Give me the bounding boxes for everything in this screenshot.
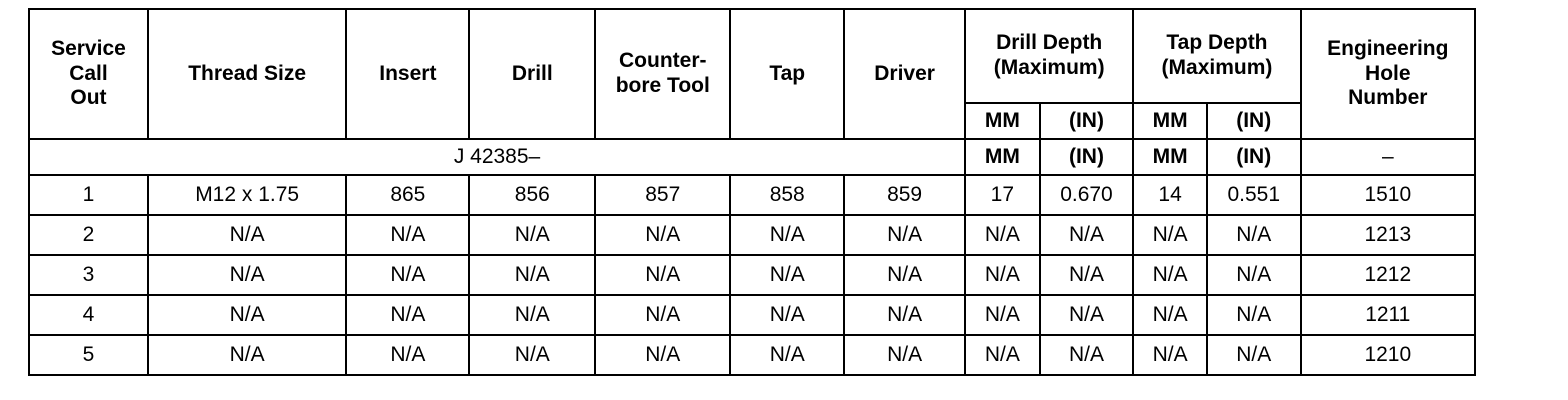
cell-thread-size: N/A xyxy=(148,335,347,375)
tap-depth-in-unit: (IN) xyxy=(1207,139,1301,175)
cell-drill-depth-mm: 17 xyxy=(965,175,1040,215)
column-header-insert xyxy=(346,9,469,139)
cell-service-call-out: 3 xyxy=(29,255,148,295)
cell-drill-depth-in: 0.670 xyxy=(1040,175,1134,215)
cell-driver: N/A xyxy=(844,215,965,255)
cell-tap: N/A xyxy=(730,215,844,255)
cell-drill-depth-mm: N/A xyxy=(965,295,1040,335)
column-header-service-call-out xyxy=(29,9,148,139)
cell-counterbore-tool: 857 xyxy=(595,175,730,215)
cell-driver: 859 xyxy=(844,175,965,215)
cell-insert: N/A xyxy=(346,335,469,375)
header-line: Number xyxy=(1348,86,1428,110)
cell-counterbore-tool: N/A xyxy=(595,295,730,335)
header-line: Engineering xyxy=(1327,36,1449,60)
cell-drill: N/A xyxy=(469,295,595,335)
thread-repair-spec-table xyxy=(28,8,1476,376)
cell-tap: N/A xyxy=(730,335,844,375)
column-header-driver xyxy=(844,9,965,139)
tool-number-prefix: J 42385– xyxy=(29,139,965,175)
column-header-counterbore-tool xyxy=(595,9,730,139)
cell-thread-size: N/A xyxy=(148,295,347,335)
header-line: Call xyxy=(69,61,108,85)
header-line: Drill Depth xyxy=(996,31,1103,55)
cell-engineering-hole-number: 1210 xyxy=(1301,335,1475,375)
subheader-tap-depth-mm: MM xyxy=(1133,103,1207,139)
header-line: (Maximum) xyxy=(1161,56,1273,79)
header-line: bore Tool xyxy=(615,74,710,97)
cell-counterbore-tool: N/A xyxy=(595,335,730,375)
cell-drill: N/A xyxy=(469,215,595,255)
cell-tap-depth-in: N/A xyxy=(1207,215,1301,255)
header-line: Driver xyxy=(874,61,935,85)
cell-engineering-hole-number: 1212 xyxy=(1301,255,1475,295)
column-header-engineering-hole-number xyxy=(1301,9,1475,139)
cell-drill-depth-in: N/A xyxy=(1040,335,1134,375)
cell-drill: N/A xyxy=(469,255,595,295)
cell-counterbore-tool: N/A xyxy=(595,215,730,255)
cell-drill-depth-in: N/A xyxy=(1040,255,1134,295)
table-row xyxy=(29,215,1475,255)
cell-thread-size: M12 x 1.75 xyxy=(148,175,347,215)
cell-service-call-out: 2 xyxy=(29,215,148,255)
table-row xyxy=(29,295,1475,335)
cell-drill-depth-mm: N/A xyxy=(965,255,1040,295)
cell-drill-depth-in: N/A xyxy=(1040,295,1134,335)
cell-tap-depth-mm: N/A xyxy=(1133,215,1207,255)
header-line: Tap Depth xyxy=(1166,31,1268,55)
subheader-drill-depth-mm: MM xyxy=(965,103,1040,139)
cell-tap: 858 xyxy=(730,175,844,215)
cell-engineering-hole-number: 1211 xyxy=(1301,295,1475,335)
column-header-tap-depth xyxy=(1133,9,1300,103)
table-body xyxy=(29,139,1475,375)
header-line: Service xyxy=(51,36,126,60)
cell-drill: N/A xyxy=(469,335,595,375)
column-header-tap xyxy=(730,9,844,139)
cell-thread-size: N/A xyxy=(148,255,347,295)
cell-drill-depth-mm: N/A xyxy=(965,335,1040,375)
table-row xyxy=(29,255,1475,295)
drill-depth-mm-unit: MM xyxy=(965,139,1040,175)
header-line: Counter- xyxy=(619,49,707,73)
header-line: Out xyxy=(70,86,107,110)
table-row xyxy=(29,175,1475,215)
tap-depth-mm-unit: MM xyxy=(1133,139,1207,175)
cell-drill-depth-in: N/A xyxy=(1040,215,1134,255)
cell-service-call-out: 5 xyxy=(29,335,148,375)
cell-insert: 865 xyxy=(346,175,469,215)
cell-driver: N/A xyxy=(844,335,965,375)
header-line: (Maximum) xyxy=(993,56,1105,79)
header-line: Drill xyxy=(511,61,553,85)
cell-driver: N/A xyxy=(844,255,965,295)
drill-depth-in-unit: (IN) xyxy=(1040,139,1134,175)
cell-counterbore-tool: N/A xyxy=(595,255,730,295)
cell-insert: N/A xyxy=(346,295,469,335)
header-line: Thread Size xyxy=(188,61,307,85)
cell-tap-depth-mm: N/A xyxy=(1133,255,1207,295)
engineering-hole-number-dash: – xyxy=(1301,139,1475,175)
cell-tap-depth-mm: N/A xyxy=(1133,295,1207,335)
cell-tap-depth-mm: 14 xyxy=(1133,175,1207,215)
cell-drill: 856 xyxy=(469,175,595,215)
cell-tap-depth-in: N/A xyxy=(1207,295,1301,335)
cell-tap: N/A xyxy=(730,255,844,295)
cell-tap-depth-in: 0.551 xyxy=(1207,175,1301,215)
cell-tap-depth-in: N/A xyxy=(1207,335,1301,375)
cell-engineering-hole-number: 1510 xyxy=(1301,175,1475,215)
cell-tap-depth-in: N/A xyxy=(1207,255,1301,295)
header-line: Tap xyxy=(769,61,806,85)
cell-service-call-out: 1 xyxy=(29,175,148,215)
cell-driver: N/A xyxy=(844,295,965,335)
table-header-row xyxy=(29,9,1475,103)
subheader-tap-depth-in: (IN) xyxy=(1207,103,1301,139)
cell-insert: N/A xyxy=(346,215,469,255)
cell-tap: N/A xyxy=(730,295,844,335)
cell-insert: N/A xyxy=(346,255,469,295)
header-line: Insert xyxy=(379,61,437,85)
header-line: Hole xyxy=(1365,61,1411,85)
table-row xyxy=(29,335,1475,375)
cell-engineering-hole-number: 1213 xyxy=(1301,215,1475,255)
column-header-thread-size xyxy=(148,9,347,139)
column-header-drill xyxy=(469,9,595,139)
spec-table-container xyxy=(28,8,1476,376)
subheader-drill-depth-in: (IN) xyxy=(1040,103,1134,139)
cell-thread-size: N/A xyxy=(148,215,347,255)
column-header-drill-depth xyxy=(965,9,1133,103)
cell-drill-depth-mm: N/A xyxy=(965,215,1040,255)
cell-tap-depth-mm: N/A xyxy=(1133,335,1207,375)
tool-number-prefix-row xyxy=(29,139,1475,175)
cell-service-call-out: 4 xyxy=(29,295,148,335)
